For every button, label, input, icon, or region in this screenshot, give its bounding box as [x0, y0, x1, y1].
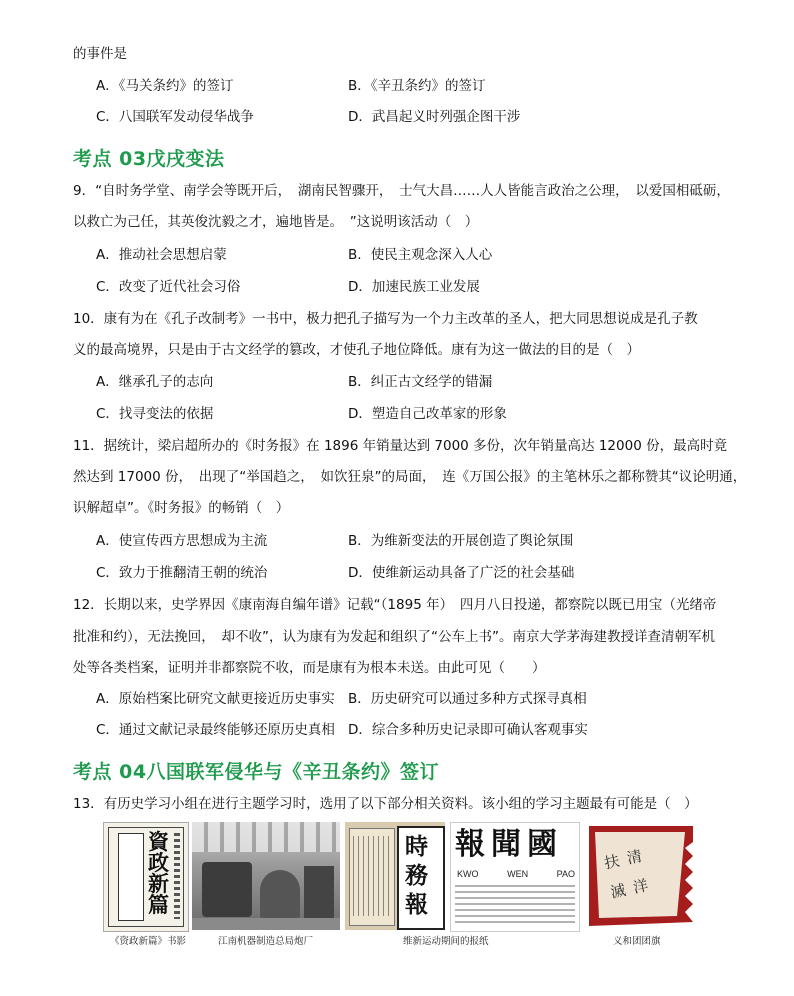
book-title-text: 資政新篇 — [148, 829, 169, 917]
section-heading-04: 考点 04八国联军侵华与《辛丑条约》签订 — [73, 761, 440, 783]
q10-stem-line2: 义的最高境界，只是由于古文经学的篡改，才使孔子地位降低。康有为这一做法的目的是（ ） — [73, 342, 640, 358]
newspaper-latin-3: PAO — [556, 869, 575, 879]
q10-option-a: A．继承孔子的志向 — [96, 374, 214, 390]
caption-1: 《资政新篇》书影 — [110, 936, 187, 947]
newspaper-char-2: 聞 — [491, 827, 527, 862]
shiwubao-newspaper-image — [345, 822, 445, 930]
q12-option-c: C．通过文献记录最终能够还原历史真相 — [96, 722, 335, 738]
newspaper-char-1: 報 — [455, 827, 491, 862]
q11-stem-line3: 识解超卓”。《时务报》的畅销（ ） — [73, 500, 290, 516]
q10-option-d: D．塑造自己改革家的形象 — [348, 406, 507, 422]
q9-option-c: C．改变了近代社会习俗 — [96, 279, 241, 295]
section-heading-03: 考点 03戊戌变法 — [73, 148, 225, 170]
q11-option-b: B．为维新变法的开展创造了舆论氛围 — [348, 533, 574, 549]
q9-stem-line1: 9．“自时务学堂、南学会等既开后， 湖南民智骤开， 士气大昌……人人皆能言政治之公理， 以爱国相砥砺， — [73, 183, 730, 199]
shiwubao-title-text: 時務報 — [405, 833, 428, 918]
q12-option-b: B．历史研究可以通过多种方式探寻真相 — [348, 691, 587, 707]
caption-3: 维新运动期间的报纸 — [403, 936, 489, 947]
q11-option-d: D．使维新运动具备了广泛的社会基础 — [348, 565, 575, 581]
q9-stem-line2: 以救亡为己任，其英俊沈毅之才，遍地皆是。 ”这说明该活动（ ） — [73, 214, 479, 230]
q8-option-d: D．武昌起义时列强企图干涉 — [348, 109, 521, 125]
caption-4: 义和团团旗 — [613, 936, 661, 947]
caption-2: 江南机器制造总局炮厂 — [218, 936, 314, 947]
q8-option-c: C．八国联军发动侵华战争 — [96, 109, 254, 125]
q10-option-b: B．纠正古文经学的错漏 — [348, 374, 493, 390]
q10-option-c: C．找寻变法的依据 — [96, 406, 214, 422]
q12-option-a: A．原始档案比研究文献更接近历史事实 — [96, 691, 335, 707]
q13-stem-line1: 13．有历史学习小组在进行主题学习时，选用了以下部分相关资料。该小组的学习主题最有可能是（ ） — [73, 796, 698, 812]
newspaper-latin-1: KWO — [457, 869, 479, 879]
q12-stem-line3: 处等各类档案，证明并非都察院不收，而是康有为根本未送。由此可见（ ） — [73, 660, 546, 676]
q9-option-a: A．推动社会思想启蒙 — [96, 247, 227, 263]
boxer-flag-image — [585, 822, 697, 930]
wanguo-gongbao-image — [450, 822, 580, 932]
newspaper-latin-2: WEN — [507, 869, 529, 879]
q9-option-d: D．加速民族工业发展 — [348, 279, 480, 295]
q9-option-b: B．使民主观念深入人心 — [348, 247, 493, 263]
flag-slogan-text: 扶清滅洋 — [602, 845, 658, 902]
q11-stem-line2: 然达到 17000 份， 出现了“举国趋之， 如饮狂泉”的局面， 连《万国公报》的主笔林乐之都称赞其“议论明通， — [73, 469, 747, 485]
newspaper-char-3: 國 — [527, 827, 563, 862]
q11-stem-line1: 11．据统计，梁启超所办的《时务报》在 1896 年销量达到 7000 多份，次年销量高达 12000 份，最高时竟 — [73, 438, 728, 454]
q11-option-c: C．致力于推翻清王朝的统治 — [96, 565, 268, 581]
jiangnan-arsenal-photo — [192, 822, 340, 930]
intro-line: 的事件是 — [73, 46, 127, 62]
q12-stem-line2: 批准和约），无法挽回， 却不收”，认为康有为发起和组织了“公车上书”。南京大学茅海建教授详查清朝军机 — [73, 629, 715, 645]
q8-option-b: B．《辛丑条约》的签订 — [348, 78, 486, 94]
q12-stem-line1: 12．长期以来，史学界因《康南海自编年谱》记载“（1895 年） 四月八日投递，都察院以既已用宝（光绪帝 — [73, 597, 717, 613]
q12-option-d: D．综合多种历史记录即可确认客观事实 — [348, 722, 588, 738]
q11-option-a: A．使宣传西方思想成为主流 — [96, 533, 268, 549]
q10-stem-line1: 10．康有为在《孔子改制考》一书中，极力把孔子描写为一个力主改革的圣人，把大同思想说成是孔子教 — [73, 311, 698, 327]
zizheng-xinpian-book-image — [103, 822, 189, 932]
q8-option-a: A．《马关条约》的签订 — [96, 78, 234, 94]
